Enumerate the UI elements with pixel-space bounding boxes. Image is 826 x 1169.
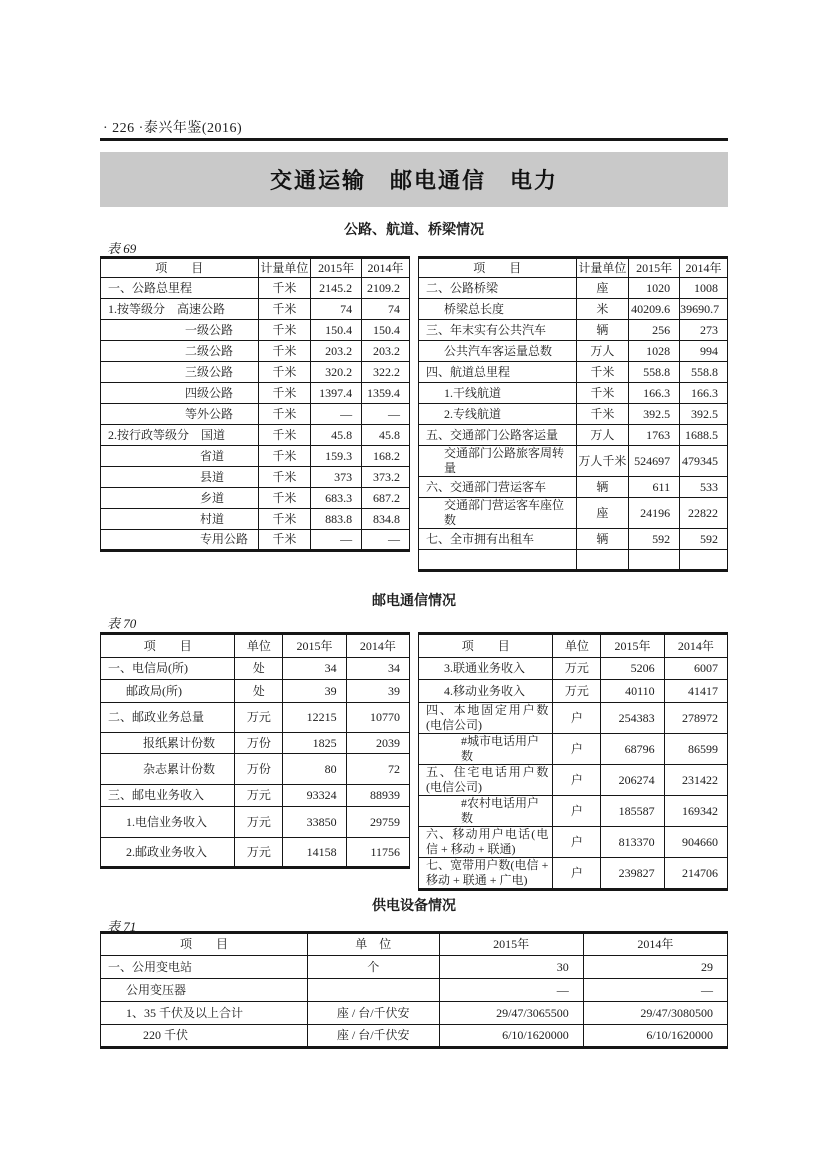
table-row [419,320,728,341]
section-title-post-telecom: 邮电通信情况 [372,592,456,608]
item-cell: 1.电信业务收入 [101,807,235,838]
header-row [101,258,410,278]
item-cell: 公用变压器 [101,979,308,1002]
value-2014-cell: 533 [680,477,728,498]
table-row [101,807,410,838]
value-2015-cell: 320.2 [311,362,362,383]
value-2015-cell: 611 [629,477,680,498]
table-row [419,765,728,796]
value-2014-cell: 1008 [680,278,728,299]
column-header: 2014年 [346,634,409,658]
value-2014-cell: 29759 [346,807,409,838]
column-header: 2015年 [601,634,664,658]
section-title-power-supply: 供电设备情况 [372,897,456,913]
table-row [101,1025,728,1048]
value-2014-cell: 373.2 [362,467,410,488]
table-row [419,446,728,477]
value-2015-cell: 883.8 [311,509,362,530]
unit-cell: 辆 [576,477,629,498]
unit-cell: 万元 [553,680,601,703]
value-2015-cell: 39 [283,680,346,703]
item-cell: 专用公路 [101,530,259,551]
value-2015-cell: 254383 [601,703,664,734]
table-row [101,278,410,299]
value-2014-cell: 6/10/1620000 [583,1025,727,1048]
value-2015-cell: 5206 [601,658,664,680]
table-row [101,404,410,425]
page-number-header: · 226 ·泰兴年鉴(2016) [103,121,243,136]
table-row [419,425,728,446]
data-table [100,632,410,869]
item-cell: 2.按行政等级分 国道 [101,425,259,446]
item-cell: 三、年末实有公共汽车 [419,320,577,341]
item-cell: 五、住宅电话用户数(电信公司) [419,765,553,796]
value-2014-cell: 166.3 [680,383,728,404]
table-row [101,341,410,362]
unit-cell: 万元 [235,703,283,733]
value-2014-cell: 11756 [346,838,409,868]
value-2014-cell: 1688.5 [680,425,728,446]
table-row [419,796,728,827]
item-cell: #城市电话用户数 [419,734,553,765]
data-table [418,256,728,572]
table-row [101,509,410,530]
unit-cell: 户 [553,703,601,734]
item-cell: 三、邮电业务收入 [101,785,235,807]
header-row [101,634,410,658]
unit-cell: 千米 [258,530,311,551]
value-2014-cell: 10770 [346,703,409,733]
header-row [419,258,728,278]
value-2015-cell: 1397.4 [311,383,362,404]
value-2015-cell: 185587 [601,796,664,827]
column-header: 单位 [235,634,283,658]
item-cell: 公共汽车客运量总数 [419,341,577,362]
table-row [101,320,410,341]
unit-cell: 万人千米 [576,446,629,477]
value-2014-cell [680,550,728,571]
data-table [100,256,410,552]
table-row [101,299,410,320]
item-cell: 二、公路桥梁 [419,278,577,299]
column-header: 2014年 [680,258,728,278]
unit-cell: 座 [576,278,629,299]
item-cell [419,550,577,571]
item-cell: 交通部门营运客车座位数 [419,498,577,529]
value-2015-cell: 150.4 [311,320,362,341]
value-2014-cell: 2039 [346,733,409,754]
value-2014-cell: 214706 [664,858,727,890]
unit-cell: 千米 [258,299,311,320]
value-2014-cell: 994 [680,341,728,362]
value-2015-cell: 1825 [283,733,346,754]
item-cell: 一、电信局(所) [101,658,235,680]
column-header: 2015年 [311,258,362,278]
chapter-title-banner [100,152,728,207]
item-cell: 220 千伏 [101,1025,308,1048]
item-cell: 五、交通部门公路客运量 [419,425,577,446]
value-2015-cell: 373 [311,467,362,488]
table-row [101,467,410,488]
value-2014-cell: 904660 [664,827,727,858]
value-2015-cell: 256 [629,320,680,341]
value-2015-cell: 29/47/3065500 [439,1002,583,1025]
value-2015-cell: 33850 [283,807,346,838]
column-header: 项 目 [419,634,553,658]
value-2015-cell: 34 [283,658,346,680]
table-row [101,703,410,733]
value-2015-cell: 80 [283,754,346,785]
unit-cell: 户 [553,858,601,890]
item-cell: 1、35 千伏及以上合计 [101,1002,308,1025]
column-header: 2014年 [664,634,727,658]
table-row [101,680,410,703]
unit-cell: 万元 [235,838,283,868]
table-row [419,341,728,362]
unit-cell [576,550,629,571]
unit-cell: 座 / 台/千伏安 [307,1025,439,1048]
table-row [419,550,728,571]
table-row [101,754,410,785]
value-2014-cell: 6007 [664,658,727,680]
value-2014-cell: 168.2 [362,446,410,467]
value-2015-cell: 558.8 [629,362,680,383]
item-cell: 3.联通业务收入 [419,658,553,680]
column-header: 2015年 [629,258,680,278]
value-2014-cell: 88939 [346,785,409,807]
unit-cell: 千米 [258,404,311,425]
value-2014-cell: 41417 [664,680,727,703]
value-2014-cell: 45.8 [362,425,410,446]
value-2015-cell: 524697 [629,446,680,477]
value-2015-cell: 14158 [283,838,346,868]
table-row [101,425,410,446]
data-table [100,931,728,1049]
value-2015-cell: — [439,979,583,1002]
unit-cell: 户 [553,734,601,765]
table-row [419,703,728,734]
unit-cell: 千米 [258,425,311,446]
table-row [419,680,728,703]
item-cell: 等外公路 [101,404,259,425]
item-cell: 七、宽带用户数(电信 + 移动 + 联通 + 广电) [419,858,553,890]
unit-cell: 千米 [576,362,629,383]
value-2014-cell: 479345 [680,446,728,477]
unit-cell: 千米 [258,446,311,467]
value-2014-cell: — [362,404,410,425]
unit-cell: 千米 [258,278,311,299]
item-cell: 交通部门公路旅客周转量 [419,446,577,477]
value-2014-cell: 2109.2 [362,278,410,299]
table-row [101,956,728,979]
table-row [101,383,410,404]
unit-cell: 万人 [576,341,629,362]
unit-cell: 辆 [576,320,629,341]
value-2014-cell: 86599 [664,734,727,765]
value-2014-cell: 231422 [664,765,727,796]
item-cell: 七、全市拥有出租车 [419,529,577,550]
item-cell: 报纸累计份数 [101,733,235,754]
column-header: 项 目 [419,258,577,278]
value-2014-cell: 34 [346,658,409,680]
table-70-left [100,632,410,891]
item-cell: 二、邮政业务总量 [101,703,235,733]
item-cell: 一、公用变电站 [101,956,308,979]
header-row [101,933,728,956]
table-row [419,658,728,680]
table-row [101,658,410,680]
table-row [419,383,728,404]
value-2014-cell: 1359.4 [362,383,410,404]
column-header: 项 目 [101,933,308,956]
value-2015-cell [629,550,680,571]
value-2014-cell: 22822 [680,498,728,529]
table-row [419,404,728,425]
item-cell: 省道 [101,446,259,467]
column-header: 单 位 [307,933,439,956]
item-cell: 乡道 [101,488,259,509]
chapter-title: 交通运输 邮电通信 电力 [269,168,558,193]
table-71 [100,931,728,1049]
table-row [101,488,410,509]
table-row [101,838,410,868]
unit-cell: 千米 [576,404,629,425]
unit-cell: 个 [307,956,439,979]
value-2015-cell: 206274 [601,765,664,796]
value-2014-cell: 169342 [664,796,727,827]
value-2014-cell: 150.4 [362,320,410,341]
table-row [419,529,728,550]
item-cell: 四级公路 [101,383,259,404]
unit-cell: 千米 [258,509,311,530]
value-2015-cell: 1028 [629,341,680,362]
value-2014-cell: — [362,530,410,551]
table-label-71: 表 71 [107,919,137,934]
unit-cell: 座 / 台/千伏安 [307,1002,439,1025]
value-2015-cell: — [311,404,362,425]
unit-cell: 万份 [235,754,283,785]
item-cell: 一、公路总里程 [101,278,259,299]
value-2014-cell: 392.5 [680,404,728,425]
column-header: 单位 [553,634,601,658]
column-header: 2015年 [283,634,346,658]
table-row [101,530,410,551]
item-cell: 六、交通部门营运客车 [419,477,577,498]
unit-cell: 千米 [258,341,311,362]
table-row [419,278,728,299]
data-table [418,632,728,891]
value-2015-cell: 40209.6 [629,299,680,320]
table-row [419,477,728,498]
table-70 [100,632,728,891]
table-69-left [100,256,410,572]
value-2015-cell: 68796 [601,734,664,765]
value-2015-cell: 6/10/1620000 [439,1025,583,1048]
value-2014-cell: 834.8 [362,509,410,530]
column-header: 项 目 [101,258,259,278]
value-2014-cell: 72 [346,754,409,785]
unit-cell: 万人 [576,425,629,446]
unit-cell: 万元 [553,658,601,680]
value-2015-cell: 683.3 [311,488,362,509]
unit-cell: 千米 [258,383,311,404]
table-row [419,498,728,529]
value-2015-cell: 392.5 [629,404,680,425]
item-cell: #农村电话用户数 [419,796,553,827]
column-header: 2014年 [583,933,727,956]
header-row [419,634,728,658]
value-2014-cell: 687.2 [362,488,410,509]
value-2015-cell: — [311,530,362,551]
unit-cell [307,979,439,1002]
table-69-right [418,256,728,572]
unit-cell: 万元 [235,785,283,807]
value-2015-cell: 166.3 [629,383,680,404]
table-row [419,827,728,858]
item-cell: 六、移动用户电话(电信 + 移动 + 联通) [419,827,553,858]
item-cell: 村道 [101,509,259,530]
table-row [101,733,410,754]
table-71-body [100,931,728,1049]
item-cell: 2.专线航道 [419,404,577,425]
value-2015-cell: 45.8 [311,425,362,446]
unit-cell: 处 [235,658,283,680]
unit-cell: 户 [553,765,601,796]
unit-cell: 千米 [258,320,311,341]
value-2015-cell: 1763 [629,425,680,446]
value-2015-cell: 239827 [601,858,664,890]
table-row [419,734,728,765]
value-2015-cell: 203.2 [311,341,362,362]
column-header: 计量单位 [258,258,311,278]
value-2014-cell: 29/47/3080500 [583,1002,727,1025]
item-cell: 邮政局(所) [101,680,235,703]
value-2014-cell: 39 [346,680,409,703]
value-2014-cell: 322.2 [362,362,410,383]
unit-cell: 处 [235,680,283,703]
item-cell: 四、本地固定用户数(电信公司) [419,703,553,734]
value-2014-cell: 74 [362,299,410,320]
value-2015-cell: 813370 [601,827,664,858]
table-row [101,362,410,383]
item-cell: 4.移动业务收入 [419,680,553,703]
value-2014-cell: 39690.7 [680,299,728,320]
table-row [101,785,410,807]
item-cell: 一级公路 [101,320,259,341]
unit-cell: 万元 [235,807,283,838]
item-cell: 三级公路 [101,362,259,383]
item-cell: 四、航道总里程 [419,362,577,383]
item-cell: 县道 [101,467,259,488]
section-title-roads: 公路、航道、桥梁情况 [344,221,484,237]
table-row [419,299,728,320]
header-rule [100,138,728,141]
table-row [101,979,728,1002]
item-cell: 2.邮政业务收入 [101,838,235,868]
value-2014-cell: 278972 [664,703,727,734]
value-2015-cell: 74 [311,299,362,320]
value-2014-cell: 558.8 [680,362,728,383]
column-header: 计量单位 [576,258,629,278]
value-2015-cell: 30 [439,956,583,979]
value-2015-cell: 159.3 [311,446,362,467]
value-2015-cell: 93324 [283,785,346,807]
unit-cell: 千米 [258,488,311,509]
unit-cell: 万份 [235,733,283,754]
table-row [419,858,728,890]
item-cell: 1.干线航道 [419,383,577,404]
column-header: 2015年 [439,933,583,956]
value-2014-cell: — [583,979,727,1002]
item-cell: 二级公路 [101,341,259,362]
unit-cell: 米 [576,299,629,320]
value-2015-cell: 40110 [601,680,664,703]
item-cell: 桥梁总长度 [419,299,577,320]
unit-cell: 户 [553,796,601,827]
unit-cell: 千米 [258,467,311,488]
value-2014-cell: 592 [680,529,728,550]
unit-cell: 户 [553,827,601,858]
item-cell: 杂志累计份数 [101,754,235,785]
unit-cell: 千米 [576,383,629,404]
value-2015-cell: 592 [629,529,680,550]
column-header: 项 目 [101,634,235,658]
value-2015-cell: 2145.2 [311,278,362,299]
value-2014-cell: 273 [680,320,728,341]
table-69 [100,256,728,572]
column-header: 2014年 [362,258,410,278]
table-label-69: 表 69 [107,241,137,256]
item-cell: 1.按等级分 高速公路 [101,299,259,320]
unit-cell: 千米 [258,362,311,383]
unit-cell: 辆 [576,529,629,550]
table-row [101,446,410,467]
table-70-right [418,632,728,891]
value-2015-cell: 24196 [629,498,680,529]
value-2015-cell: 12215 [283,703,346,733]
value-2014-cell: 203.2 [362,341,410,362]
value-2014-cell: 29 [583,956,727,979]
table-row [419,362,728,383]
unit-cell: 座 [576,498,629,529]
table-label-70: 表 70 [107,616,137,631]
value-2015-cell: 1020 [629,278,680,299]
table-row [101,1002,728,1025]
